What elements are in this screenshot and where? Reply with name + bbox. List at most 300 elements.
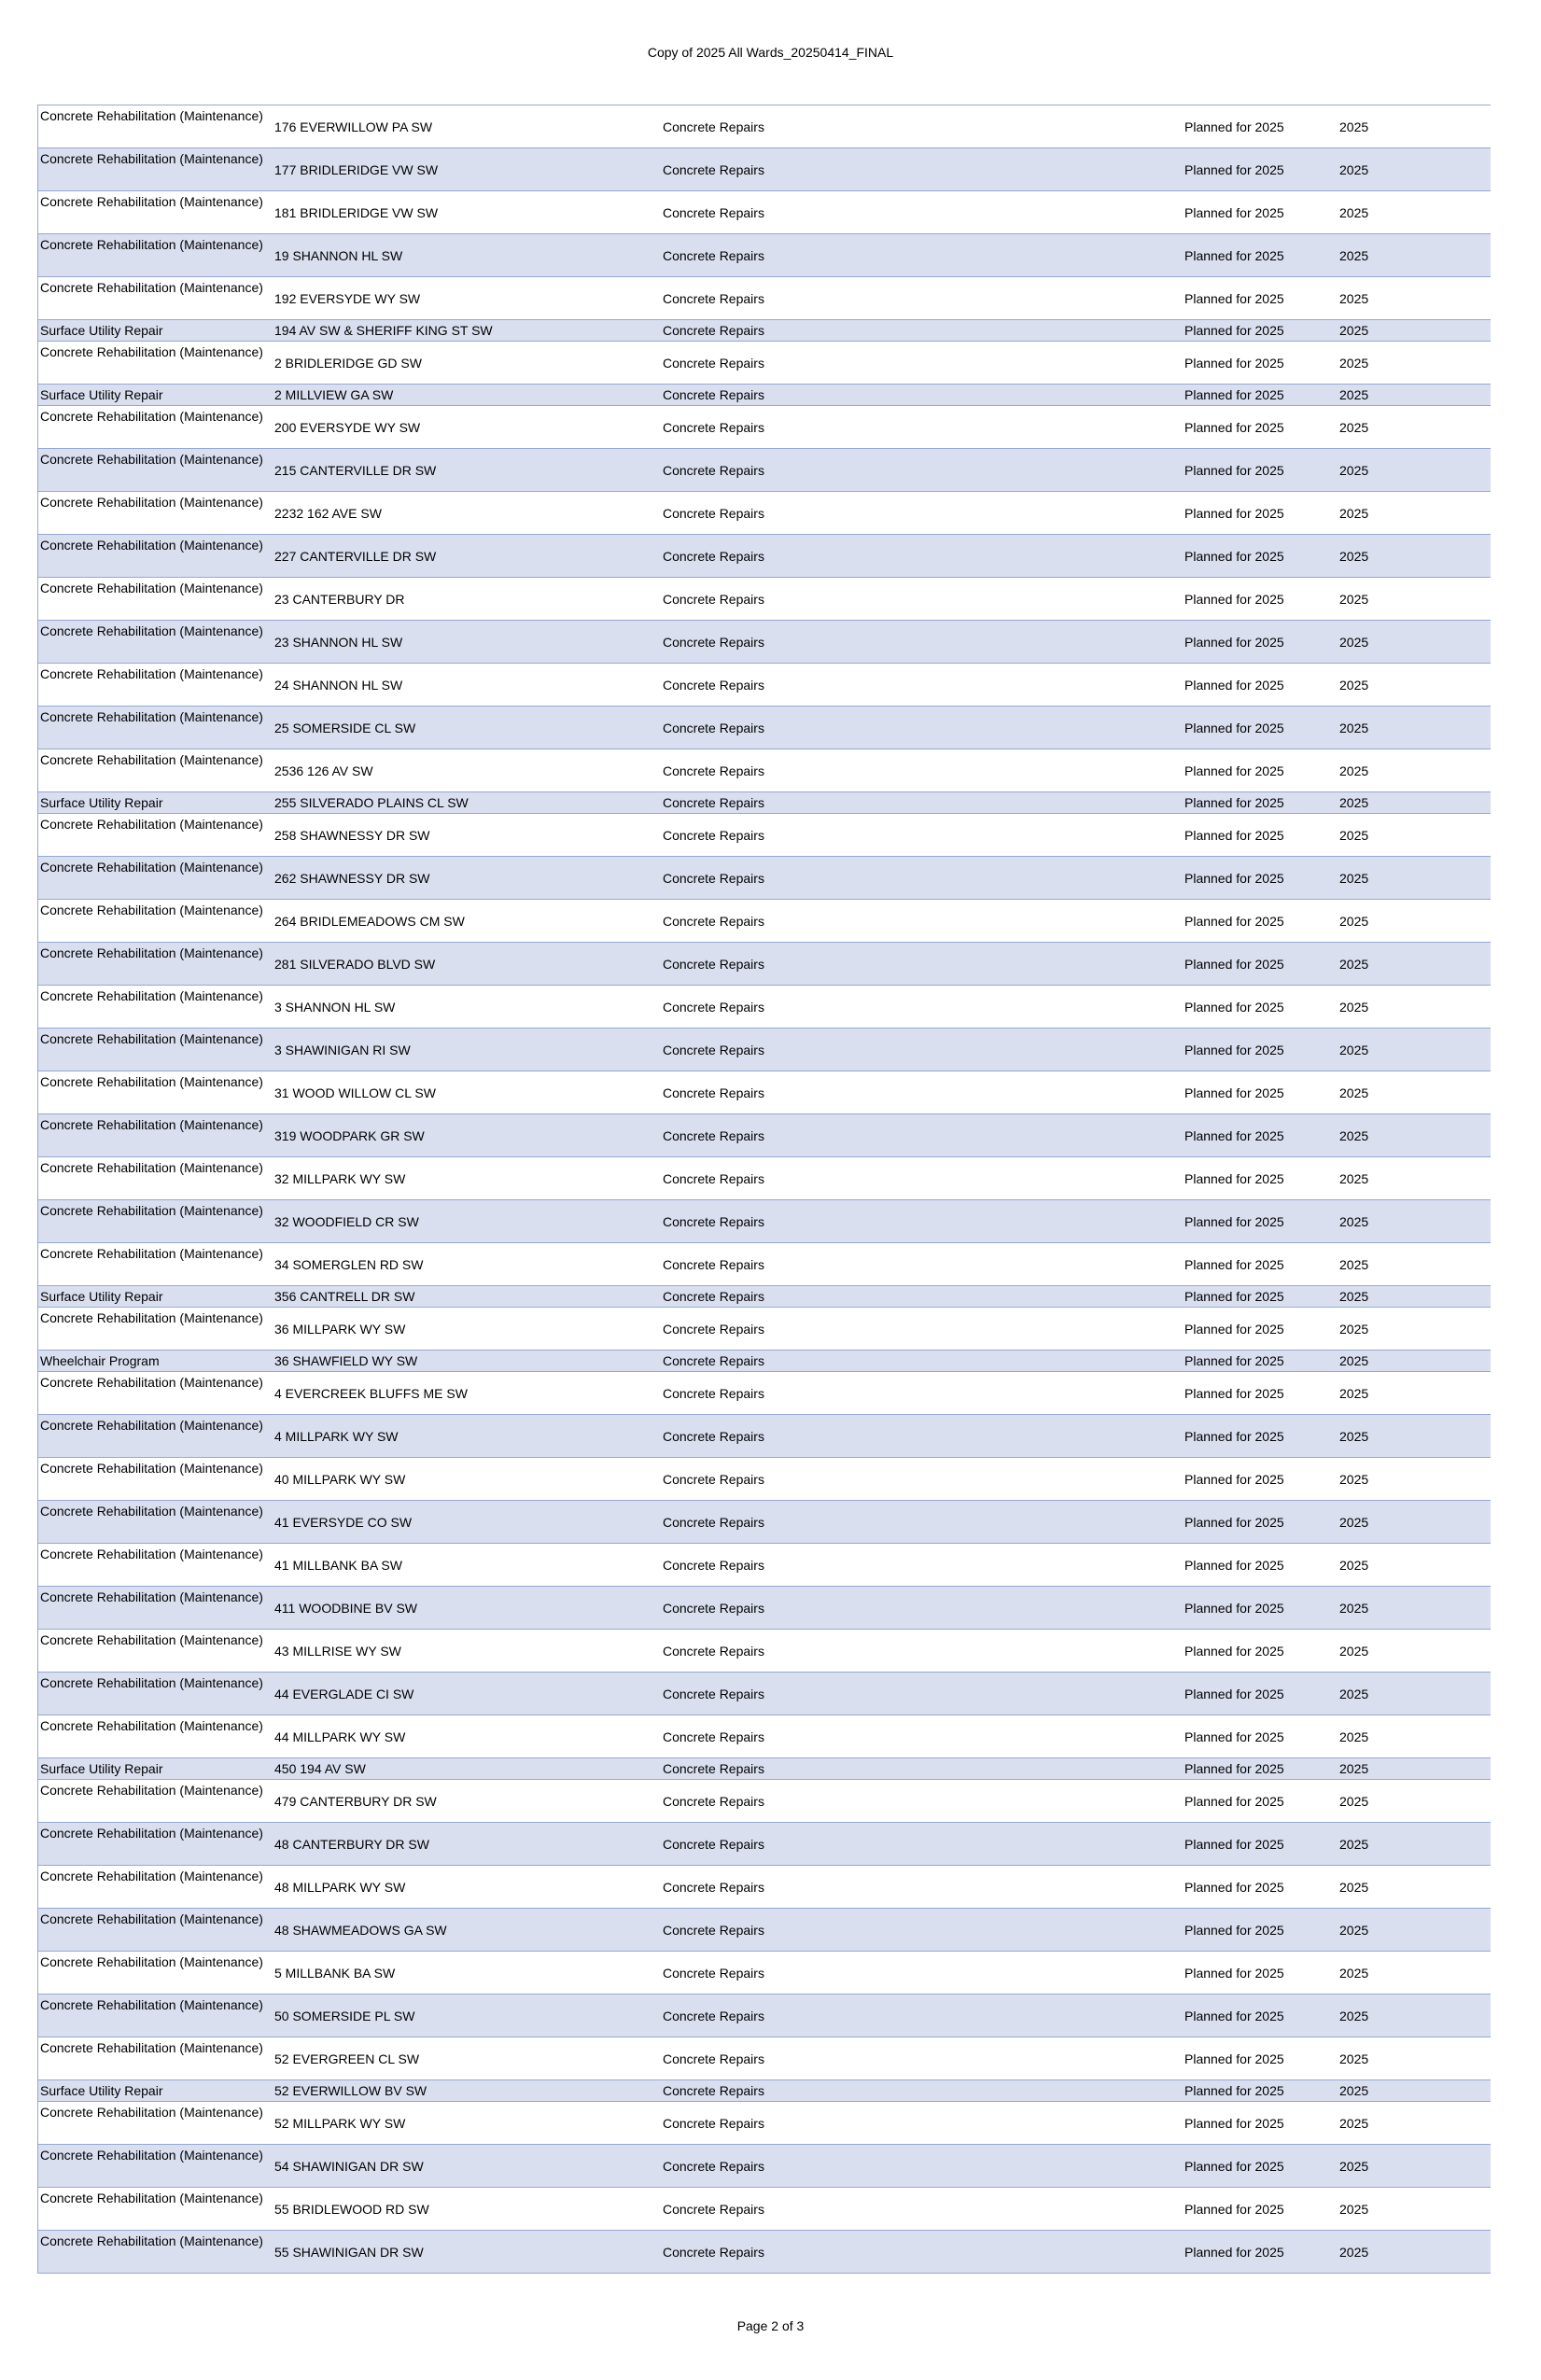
status-cell: Planned for 2025 [1184,2245,1284,2260]
table-row [37,1372,1491,1415]
status-cell: Planned for 2025 [1184,1837,1284,1852]
work-type-cell: Concrete Rehabilitation (Maintenance) [40,1418,263,1433]
address-cell: 55 BRIDLEWOOD RD SW [274,2202,429,2217]
status-cell: Planned for 2025 [1184,1880,1284,1895]
year-cell: 2025 [1339,1729,1369,1744]
table-row [37,1157,1491,1200]
status-cell: Planned for 2025 [1184,1000,1284,1015]
work-type-cell: Concrete Rehabilitation (Maintenance) [40,1826,263,1841]
address-cell: 215 CANTERVILLE DR SW [274,463,437,478]
year-cell: 2025 [1339,387,1369,402]
year-cell: 2025 [1339,828,1369,843]
year-cell: 2025 [1339,914,1369,929]
status-cell: Planned for 2025 [1184,1353,1284,1368]
work-type-cell: Concrete Rehabilitation (Maintenance) [40,709,263,724]
status-cell: Planned for 2025 [1184,2202,1284,2217]
address-cell: 50 SOMERSIDE PL SW [274,2009,415,2023]
address-cell: 36 MILLPARK WY SW [274,1322,406,1337]
work-type-cell: Concrete Rehabilitation (Maintenance) [40,903,263,917]
work-description-cell: Concrete Repairs [663,1214,764,1229]
address-cell: 41 EVERSYDE CO SW [274,1515,413,1530]
year-cell: 2025 [1339,2051,1369,2066]
table-row [37,1630,1491,1673]
work-type-cell: Concrete Rehabilitation (Maintenance) [40,2105,263,2120]
address-cell: 34 SOMERGLEN RD SW [274,1257,424,1272]
address-cell: 52 EVERWILLOW BV SW [274,2083,427,2098]
table-row [37,1415,1491,1458]
work-description-cell: Concrete Repairs [663,162,764,177]
table-row [37,1029,1491,1071]
work-type-cell: Concrete Rehabilitation (Maintenance) [40,2148,263,2163]
table-row [37,2231,1491,2274]
table-row [37,1715,1491,1758]
status-cell: Planned for 2025 [1184,506,1284,521]
table-row [37,1995,1491,2037]
work-type-cell: Concrete Rehabilitation (Maintenance) [40,344,263,359]
year-cell: 2025 [1339,1558,1369,1573]
work-description-cell: Concrete Repairs [663,635,764,650]
address-cell: 31 WOOD WILLOW CL SW [274,1085,436,1100]
year-cell: 2025 [1339,1322,1369,1337]
address-cell: 2232 162 AVE SW [274,506,382,521]
work-type-cell: Surface Utility Repair [40,323,163,338]
work-description-cell: Concrete Repairs [663,506,764,521]
work-description-cell: Concrete Repairs [663,1386,764,1401]
status-cell: Planned for 2025 [1184,1128,1284,1143]
table-row [37,535,1491,578]
work-description-cell: Concrete Repairs [663,549,764,564]
address-cell: 177 BRIDLERIDGE VW SW [274,162,439,177]
work-type-cell: Concrete Rehabilitation (Maintenance) [40,2233,263,2248]
year-cell: 2025 [1339,1880,1369,1895]
table-row [37,234,1491,277]
address-cell: 2 BRIDLERIDGE GD SW [274,356,422,371]
work-description-cell: Concrete Repairs [663,1729,764,1744]
table-row [37,148,1491,191]
address-cell: 255 SILVERADO PLAINS CL SW [274,795,469,810]
table-left-border [37,105,38,2274]
year-cell: 2025 [1339,205,1369,220]
work-type-cell: Concrete Rehabilitation (Maintenance) [40,1675,263,1690]
work-description-cell: Concrete Repairs [663,1644,764,1659]
status-cell: Planned for 2025 [1184,1558,1284,1573]
address-cell: 40 MILLPARK WY SW [274,1472,406,1487]
address-cell: 3 SHANNON HL SW [274,1000,396,1015]
status-cell: Planned for 2025 [1184,2051,1284,2066]
table-row [37,2080,1491,2102]
address-cell: 264 BRIDLEMEADOWS CM SW [274,914,465,929]
year-cell: 2025 [1339,2159,1369,2174]
address-cell: 55 SHAWINIGAN DR SW [274,2245,424,2260]
page-title: Copy of 2025 All Wards_20250414_FINAL [647,45,894,60]
year-cell: 2025 [1339,356,1369,371]
work-type-cell: Concrete Rehabilitation (Maintenance) [40,1074,263,1089]
table-row [37,1780,1491,1823]
work-type-cell: Concrete Rehabilitation (Maintenance) [40,1461,263,1476]
work-type-cell: Concrete Rehabilitation (Maintenance) [40,1504,263,1519]
table-row [37,1114,1491,1157]
work-type-cell: Concrete Rehabilitation (Maintenance) [40,1632,263,1647]
work-type-cell: Concrete Rehabilitation (Maintenance) [40,1911,263,1926]
work-type-cell: Concrete Rehabilitation (Maintenance) [40,1997,263,2012]
address-cell: 2 MILLVIEW GA SW [274,387,394,402]
work-description-cell: Concrete Repairs [663,1923,764,1938]
status-cell: Planned for 2025 [1184,763,1284,778]
table-row [37,2037,1491,2080]
year-cell: 2025 [1339,721,1369,735]
table-row [37,1458,1491,1501]
work-type-cell: Concrete Rehabilitation (Maintenance) [40,452,263,467]
table-row [37,943,1491,986]
work-type-cell: Concrete Rehabilitation (Maintenance) [40,1160,263,1175]
year-cell: 2025 [1339,420,1369,435]
address-cell: 262 SHAWNESSY DR SW [274,871,430,886]
table-row [37,1952,1491,1995]
work-type-cell: Concrete Rehabilitation (Maintenance) [40,817,263,832]
status-cell: Planned for 2025 [1184,635,1284,650]
work-description-cell: Concrete Repairs [663,795,764,810]
work-description-cell: Concrete Repairs [663,1472,764,1487]
status-cell: Planned for 2025 [1184,162,1284,177]
table-row [37,1501,1491,1544]
work-description-cell: Concrete Repairs [663,1601,764,1616]
table-row [37,578,1491,621]
status-cell: Planned for 2025 [1184,1257,1284,1272]
year-cell: 2025 [1339,1085,1369,1100]
status-cell: Planned for 2025 [1184,1171,1284,1186]
work-description-cell: Concrete Repairs [663,2051,764,2066]
work-type-cell: Concrete Rehabilitation (Maintenance) [40,108,263,123]
page-number: Page 2 of 3 [736,2318,805,2333]
work-type-cell: Surface Utility Repair [40,1289,163,1304]
table-row [37,1909,1491,1952]
address-cell: 44 EVERGLADE CI SW [274,1687,414,1701]
year-cell: 2025 [1339,1472,1369,1487]
year-cell: 2025 [1339,2245,1369,2260]
year-cell: 2025 [1339,763,1369,778]
address-cell: 4 MILLPARK WY SW [274,1429,399,1444]
year-cell: 2025 [1339,1761,1369,1776]
work-description-cell: Concrete Repairs [663,1687,764,1701]
work-type-cell: Concrete Rehabilitation (Maintenance) [40,623,263,638]
address-cell: 181 BRIDLERIDGE VW SW [274,205,439,220]
work-type-cell: Concrete Rehabilitation (Maintenance) [40,1954,263,1969]
year-cell: 2025 [1339,1214,1369,1229]
work-description-cell: Concrete Repairs [663,2083,764,2098]
status-cell: Planned for 2025 [1184,1386,1284,1401]
work-description-cell: Concrete Repairs [663,2245,764,2260]
year-cell: 2025 [1339,1644,1369,1659]
address-cell: 2536 126 AV SW [274,763,373,778]
work-type-cell: Concrete Rehabilitation (Maintenance) [40,538,263,553]
year-cell: 2025 [1339,1353,1369,1368]
year-cell: 2025 [1339,1257,1369,1272]
work-type-cell: Concrete Rehabilitation (Maintenance) [40,1718,263,1733]
status-cell: Planned for 2025 [1184,356,1284,371]
table-row [37,2145,1491,2188]
status-cell: Planned for 2025 [1184,1761,1284,1776]
table-row [37,449,1491,492]
status-cell: Planned for 2025 [1184,1794,1284,1809]
year-cell: 2025 [1339,1429,1369,1444]
work-description-cell: Concrete Repairs [663,387,764,402]
work-type-cell: Concrete Rehabilitation (Maintenance) [40,860,263,875]
year-cell: 2025 [1339,1837,1369,1852]
address-cell: 411 WOODBINE BV SW [274,1601,417,1616]
work-description-cell: Concrete Repairs [663,1353,764,1368]
status-cell: Planned for 2025 [1184,463,1284,478]
address-cell: 48 MILLPARK WY SW [274,1880,406,1895]
table-row [37,1243,1491,1286]
table-row [37,2102,1491,2145]
status-cell: Planned for 2025 [1184,957,1284,972]
status-cell: Planned for 2025 [1184,1687,1284,1701]
work-type-cell: Concrete Rehabilitation (Maintenance) [40,280,263,295]
status-cell: Planned for 2025 [1184,1515,1284,1530]
address-cell: 44 MILLPARK WY SW [274,1729,406,1744]
year-cell: 2025 [1339,1043,1369,1057]
work-type-cell: Concrete Rehabilitation (Maintenance) [40,1589,263,1604]
status-cell: Planned for 2025 [1184,1289,1284,1304]
address-cell: 281 SILVERADO BLVD SW [274,957,436,972]
status-cell: Planned for 2025 [1184,592,1284,607]
address-cell: 48 SHAWMEADOWS GA SW [274,1923,447,1938]
work-type-cell: Concrete Rehabilitation (Maintenance) [40,2191,263,2205]
status-cell: Planned for 2025 [1184,871,1284,886]
year-cell: 2025 [1339,1966,1369,1981]
year-cell: 2025 [1339,2116,1369,2131]
address-cell: 200 EVERSYDE WY SW [274,420,421,435]
work-description-cell: Concrete Repairs [663,420,764,435]
table-row [37,1673,1491,1715]
table-row [37,1866,1491,1909]
address-cell: 32 WOODFIELD CR SW [274,1214,419,1229]
work-description-cell: Concrete Repairs [663,463,764,478]
year-cell: 2025 [1339,871,1369,886]
work-type-cell: Concrete Rehabilitation (Maintenance) [40,2040,263,2055]
table-row [37,105,1491,148]
status-cell: Planned for 2025 [1184,2116,1284,2131]
status-cell: Planned for 2025 [1184,387,1284,402]
work-type-cell: Concrete Rehabilitation (Maintenance) [40,1117,263,1132]
status-cell: Planned for 2025 [1184,678,1284,693]
work-description-cell: Concrete Repairs [663,1515,764,1530]
year-cell: 2025 [1339,162,1369,177]
address-cell: 450 194 AV SW [274,1761,366,1776]
year-cell: 2025 [1339,119,1369,134]
address-cell: 227 CANTERVILLE DR SW [274,549,437,564]
address-cell: 319 WOODPARK GR SW [274,1128,425,1143]
work-type-cell: Concrete Rehabilitation (Maintenance) [40,1246,263,1261]
address-cell: 52 MILLPARK WY SW [274,2116,406,2131]
table-row [37,1200,1491,1243]
work-description-cell: Concrete Repairs [663,957,764,972]
table-row [37,342,1491,385]
address-cell: 54 SHAWINIGAN DR SW [274,2159,424,2174]
work-description-cell: Concrete Repairs [663,678,764,693]
status-cell: Planned for 2025 [1184,2009,1284,2023]
data-table [37,105,1491,2274]
work-description-cell: Concrete Repairs [663,763,764,778]
work-description-cell: Concrete Repairs [663,2009,764,2023]
address-cell: 24 SHANNON HL SW [274,678,403,693]
work-description-cell: Concrete Repairs [663,828,764,843]
status-cell: Planned for 2025 [1184,1472,1284,1487]
year-cell: 2025 [1339,463,1369,478]
work-description-cell: Concrete Repairs [663,1966,764,1981]
work-type-cell: Concrete Rehabilitation (Maintenance) [40,194,263,209]
work-description-cell: Concrete Repairs [663,291,764,306]
address-cell: 25 SOMERSIDE CL SW [274,721,416,735]
address-cell: 5 MILLBANK BA SW [274,1966,396,1981]
work-description-cell: Concrete Repairs [663,1289,764,1304]
status-cell: Planned for 2025 [1184,248,1284,263]
table-row [37,277,1491,320]
work-description-cell: Concrete Repairs [663,592,764,607]
year-cell: 2025 [1339,549,1369,564]
year-cell: 2025 [1339,1171,1369,1186]
work-type-cell: Concrete Rehabilitation (Maintenance) [40,752,263,767]
address-cell: 194 AV SW & SHERIFF KING ST SW [274,323,493,338]
address-cell: 23 CANTERBURY DR [274,592,405,607]
table-row [37,900,1491,943]
year-cell: 2025 [1339,592,1369,607]
address-cell: 41 MILLBANK BA SW [274,1558,402,1573]
work-description-cell: Concrete Repairs [663,1761,764,1776]
status-cell: Planned for 2025 [1184,1214,1284,1229]
work-description-cell: Concrete Repairs [663,1085,764,1100]
status-cell: Planned for 2025 [1184,205,1284,220]
work-type-cell: Concrete Rehabilitation (Maintenance) [40,1031,263,1046]
year-cell: 2025 [1339,2083,1369,2098]
address-cell: 32 MILLPARK WY SW [274,1171,406,1186]
work-type-cell: Concrete Rehabilitation (Maintenance) [40,581,263,595]
table-row [37,1758,1491,1780]
year-cell: 2025 [1339,2009,1369,2023]
work-type-cell: Concrete Rehabilitation (Maintenance) [40,1375,263,1390]
table-row [37,1823,1491,1866]
work-description-cell: Concrete Repairs [663,205,764,220]
table-row [37,664,1491,707]
work-description-cell: Concrete Repairs [663,721,764,735]
work-description-cell: Concrete Repairs [663,2202,764,2217]
work-description-cell: Concrete Repairs [663,2116,764,2131]
work-type-cell: Concrete Rehabilitation (Maintenance) [40,1310,263,1325]
address-cell: 48 CANTERBURY DR SW [274,1837,429,1852]
table-row [37,857,1491,900]
status-cell: Planned for 2025 [1184,119,1284,134]
address-cell: 356 CANTRELL DR SW [274,1289,415,1304]
year-cell: 2025 [1339,1515,1369,1530]
work-description-cell: Concrete Repairs [663,1128,764,1143]
work-type-cell: Surface Utility Repair [40,387,163,402]
work-type-cell: Concrete Rehabilitation (Maintenance) [40,945,263,960]
work-type-cell: Surface Utility Repair [40,1761,163,1776]
work-description-cell: Concrete Repairs [663,1429,764,1444]
address-cell: 23 SHANNON HL SW [274,635,403,650]
table-row [37,707,1491,749]
table-row [37,792,1491,814]
status-cell: Planned for 2025 [1184,1043,1284,1057]
work-type-cell: Surface Utility Repair [40,795,163,810]
table-row [37,986,1491,1029]
address-cell: 19 SHANNON HL SW [274,248,403,263]
address-cell: 4 EVERCREEK BLUFFS ME SW [274,1386,468,1401]
year-cell: 2025 [1339,506,1369,521]
table-row [37,1544,1491,1587]
status-cell: Planned for 2025 [1184,549,1284,564]
status-cell: Planned for 2025 [1184,914,1284,929]
year-cell: 2025 [1339,248,1369,263]
year-cell: 2025 [1339,1386,1369,1401]
work-type-cell: Concrete Rehabilitation (Maintenance) [40,1203,263,1218]
year-cell: 2025 [1339,1128,1369,1143]
address-cell: 52 EVERGREEN CL SW [274,2051,420,2066]
table-row [37,191,1491,234]
work-type-cell: Wheelchair Program [40,1353,160,1368]
table-row [37,320,1491,342]
work-description-cell: Concrete Repairs [663,914,764,929]
work-description-cell: Concrete Repairs [663,1043,764,1057]
address-cell: 36 SHAWFIELD WY SW [274,1353,418,1368]
work-type-cell: Surface Utility Repair [40,2083,163,2098]
status-cell: Planned for 2025 [1184,1601,1284,1616]
status-cell: Planned for 2025 [1184,420,1284,435]
year-cell: 2025 [1339,635,1369,650]
status-cell: Planned for 2025 [1184,1923,1284,1938]
year-cell: 2025 [1339,1687,1369,1701]
status-cell: Planned for 2025 [1184,828,1284,843]
address-cell: 479 CANTERBURY DR SW [274,1794,437,1809]
status-cell: Planned for 2025 [1184,2159,1284,2174]
address-cell: 258 SHAWNESSY DR SW [274,828,430,843]
year-cell: 2025 [1339,1923,1369,1938]
work-description-cell: Concrete Repairs [663,356,764,371]
status-cell: Planned for 2025 [1184,1085,1284,1100]
year-cell: 2025 [1339,1289,1369,1304]
work-type-cell: Concrete Rehabilitation (Maintenance) [40,151,263,166]
year-cell: 2025 [1339,678,1369,693]
work-type-cell: Concrete Rehabilitation (Maintenance) [40,237,263,252]
work-type-cell: Concrete Rehabilitation (Maintenance) [40,495,263,510]
work-description-cell: Concrete Repairs [663,1880,764,1895]
status-cell: Planned for 2025 [1184,795,1284,810]
table-row [37,814,1491,857]
table-row [37,621,1491,664]
year-cell: 2025 [1339,1000,1369,1015]
status-cell: Planned for 2025 [1184,1429,1284,1444]
table-row [37,749,1491,792]
year-cell: 2025 [1339,323,1369,338]
work-type-cell: Concrete Rehabilitation (Maintenance) [40,1869,263,1883]
work-type-cell: Concrete Rehabilitation (Maintenance) [40,1547,263,1561]
work-description-cell: Concrete Repairs [663,871,764,886]
address-cell: 3 SHAWINIGAN RI SW [274,1043,411,1057]
status-cell: Planned for 2025 [1184,1644,1284,1659]
work-type-cell: Concrete Rehabilitation (Maintenance) [40,988,263,1003]
work-description-cell: Concrete Repairs [663,1171,764,1186]
status-cell: Planned for 2025 [1184,721,1284,735]
table-row [37,2188,1491,2231]
work-description-cell: Concrete Repairs [663,1000,764,1015]
table-row [37,1351,1491,1372]
status-cell: Planned for 2025 [1184,1966,1284,1981]
work-description-cell: Concrete Repairs [663,1837,764,1852]
work-description-cell: Concrete Repairs [663,323,764,338]
work-type-cell: Concrete Rehabilitation (Maintenance) [40,1783,263,1798]
status-cell: Planned for 2025 [1184,323,1284,338]
status-cell: Planned for 2025 [1184,2083,1284,2098]
